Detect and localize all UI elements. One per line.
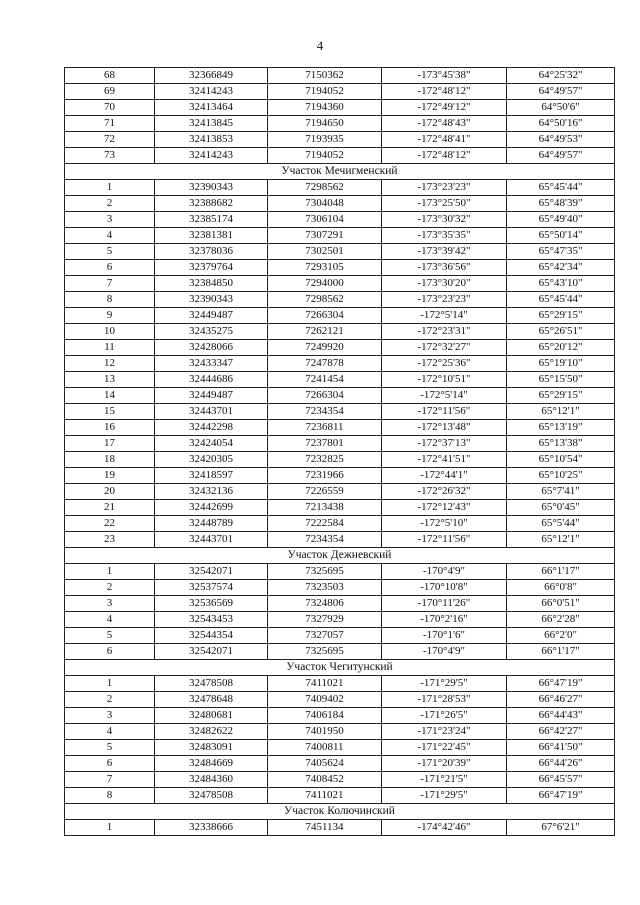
x-coordinate-cell: 32484669 [155,756,268,772]
y-coordinate-cell: 7213438 [268,500,382,516]
y-coordinate-cell: 7405624 [268,756,382,772]
longitude-cell: -173°45'38" [382,68,507,84]
point-number-cell: 70 [65,100,155,116]
x-coordinate-cell: 32384850 [155,276,268,292]
y-coordinate-cell: 7411021 [268,676,382,692]
latitude-cell: 65°12'1" [507,532,615,548]
latitude-cell: 65°20'12" [507,340,615,356]
x-coordinate-cell: 32385174 [155,212,268,228]
point-number-cell: 23 [65,532,155,548]
latitude-cell: 66°44'43" [507,708,615,724]
longitude-cell: -171°26'5" [382,708,507,724]
latitude-cell: 64°25'32" [507,68,615,84]
y-coordinate-cell: 7194052 [268,148,382,164]
longitude-cell: -173°35'35" [382,228,507,244]
longitude-cell: -170°1'6" [382,628,507,644]
longitude-cell: -171°23'24" [382,724,507,740]
point-number-cell: 4 [65,612,155,628]
point-number-cell: 5 [65,628,155,644]
point-number-cell: 8 [65,788,155,804]
table-row [65,692,615,708]
table-row [65,292,615,308]
latitude-cell: 64°49'57" [507,84,615,100]
y-coordinate-cell: 7409402 [268,692,382,708]
table-row [65,756,615,772]
longitude-cell: -172°5'14" [382,308,507,324]
point-number-cell: 15 [65,404,155,420]
y-coordinate-cell: 7237801 [268,436,382,452]
section-title: Участок Дежневский [65,548,615,564]
x-coordinate-cell: 32413853 [155,132,268,148]
table-row [65,724,615,740]
x-coordinate-cell: 32449487 [155,388,268,404]
section-title: Участок Чегитунский [65,660,615,676]
point-number-cell: 8 [65,292,155,308]
point-number-cell: 69 [65,84,155,100]
point-number-cell: 19 [65,468,155,484]
point-number-cell: 6 [65,260,155,276]
longitude-cell: -170°4'9" [382,564,507,580]
y-coordinate-cell: 7266304 [268,388,382,404]
y-coordinate-cell: 7327057 [268,628,382,644]
x-coordinate-cell: 32418597 [155,468,268,484]
point-number-cell: 22 [65,516,155,532]
point-number-cell: 11 [65,340,155,356]
section-title: Участок Мечигменский [65,164,615,180]
table-row [65,404,615,420]
table-row [65,420,615,436]
longitude-cell: -171°21'5" [382,772,507,788]
y-coordinate-cell: 7293105 [268,260,382,276]
latitude-cell: 65°29'15" [507,388,615,404]
latitude-cell: 66°1'17" [507,564,615,580]
longitude-cell: -172°48'12" [382,84,507,100]
longitude-cell: -172°12'43" [382,500,507,516]
x-coordinate-cell: 32537574 [155,580,268,596]
longitude-cell: -172°11'56" [382,532,507,548]
x-coordinate-cell: 32542071 [155,644,268,660]
latitude-cell: 65°15'50" [507,372,615,388]
y-coordinate-cell: 7325695 [268,644,382,660]
x-coordinate-cell: 32442699 [155,500,268,516]
point-number-cell: 18 [65,452,155,468]
latitude-cell: 65°13'19" [507,420,615,436]
latitude-cell: 65°7'41" [507,484,615,500]
latitude-cell: 65°10'25" [507,468,615,484]
point-number-cell: 3 [65,708,155,724]
y-coordinate-cell: 7401950 [268,724,382,740]
point-number-cell: 2 [65,692,155,708]
latitude-cell: 66°45'57" [507,772,615,788]
latitude-cell: 66°2'28" [507,612,615,628]
x-coordinate-cell: 32379764 [155,260,268,276]
longitude-cell: -172°26'32" [382,484,507,500]
longitude-cell: -172°5'14" [382,388,507,404]
section-header-row [65,164,615,180]
longitude-cell: -170°4'9" [382,644,507,660]
latitude-cell: 65°26'51" [507,324,615,340]
y-coordinate-cell: 7298562 [268,180,382,196]
x-coordinate-cell: 32478508 [155,788,268,804]
y-coordinate-cell: 7266304 [268,308,382,324]
y-coordinate-cell: 7234354 [268,532,382,548]
section-header-row [65,548,615,564]
longitude-cell: -172°41'51" [382,452,507,468]
x-coordinate-cell: 32388682 [155,196,268,212]
point-number-cell: 3 [65,212,155,228]
longitude-cell: -173°23'23" [382,180,507,196]
table-row [65,228,615,244]
point-number-cell: 5 [65,244,155,260]
latitude-cell: 66°47'19" [507,676,615,692]
table-row [65,100,615,116]
longitude-cell: -170°10'8" [382,580,507,596]
x-coordinate-cell: 32435275 [155,324,268,340]
latitude-cell: 65°19'10" [507,356,615,372]
longitude-cell: -171°28'53" [382,692,507,708]
table-row [65,260,615,276]
section-header-row [65,660,615,676]
x-coordinate-cell: 32432136 [155,484,268,500]
longitude-cell: -170°2'16" [382,612,507,628]
table-row [65,644,615,660]
point-number-cell: 72 [65,132,155,148]
longitude-cell: -172°5'10" [382,516,507,532]
latitude-cell: 65°48'39" [507,196,615,212]
point-number-cell: 12 [65,356,155,372]
point-number-cell: 71 [65,116,155,132]
latitude-cell: 65°13'38" [507,436,615,452]
point-number-cell: 13 [65,372,155,388]
table-row [65,516,615,532]
table-row [65,820,615,836]
x-coordinate-cell: 32366849 [155,68,268,84]
latitude-cell: 64°49'53" [507,132,615,148]
x-coordinate-cell: 32443701 [155,404,268,420]
longitude-cell: -172°44'1" [382,468,507,484]
longitude-cell: -172°37'13" [382,436,507,452]
point-number-cell: 20 [65,484,155,500]
latitude-cell: 65°12'1" [507,404,615,420]
longitude-cell: -173°36'56" [382,260,507,276]
x-coordinate-cell: 32480681 [155,708,268,724]
x-coordinate-cell: 32536569 [155,596,268,612]
table-row [65,580,615,596]
y-coordinate-cell: 7247878 [268,356,382,372]
x-coordinate-cell: 32443701 [155,532,268,548]
point-number-cell: 2 [65,196,155,212]
y-coordinate-cell: 7408452 [268,772,382,788]
y-coordinate-cell: 7150362 [268,68,382,84]
x-coordinate-cell: 32390343 [155,292,268,308]
point-number-cell: 6 [65,644,155,660]
y-coordinate-cell: 7307291 [268,228,382,244]
x-coordinate-cell: 32413464 [155,100,268,116]
longitude-cell: -170°11'26" [382,596,507,612]
point-number-cell: 4 [65,228,155,244]
longitude-cell: -173°25'50" [382,196,507,212]
x-coordinate-cell: 32478508 [155,676,268,692]
latitude-cell: 66°0'8" [507,580,615,596]
y-coordinate-cell: 7194650 [268,116,382,132]
table-row [65,68,615,84]
longitude-cell: -173°39'42" [382,244,507,260]
table-row [65,532,615,548]
y-coordinate-cell: 7302501 [268,244,382,260]
x-coordinate-cell: 32378036 [155,244,268,260]
x-coordinate-cell: 32484360 [155,772,268,788]
x-coordinate-cell: 32424054 [155,436,268,452]
latitude-cell: 65°45'44" [507,180,615,196]
table-row [65,500,615,516]
latitude-cell: 65°45'44" [507,292,615,308]
table-row [65,116,615,132]
y-coordinate-cell: 7194360 [268,100,382,116]
point-number-cell: 1 [65,564,155,580]
table-row [65,324,615,340]
table-row [65,788,615,804]
latitude-cell: 66°44'26" [507,756,615,772]
y-coordinate-cell: 7241454 [268,372,382,388]
table-row [65,180,615,196]
point-number-cell: 1 [65,180,155,196]
x-coordinate-cell: 32448789 [155,516,268,532]
latitude-cell: 64°50'16" [507,116,615,132]
point-number-cell: 7 [65,276,155,292]
latitude-cell: 65°43'10" [507,276,615,292]
table-row [65,772,615,788]
y-coordinate-cell: 7411021 [268,788,382,804]
table-row [65,628,615,644]
point-number-cell: 4 [65,724,155,740]
latitude-cell: 65°5'44" [507,516,615,532]
point-number-cell: 68 [65,68,155,84]
latitude-cell: 66°42'27" [507,724,615,740]
table-row [65,212,615,228]
x-coordinate-cell: 32413845 [155,116,268,132]
longitude-cell: -172°11'56" [382,404,507,420]
x-coordinate-cell: 32338666 [155,820,268,836]
y-coordinate-cell: 7306104 [268,212,382,228]
longitude-cell: -172°32'27" [382,340,507,356]
table-row [65,676,615,692]
x-coordinate-cell: 32449487 [155,308,268,324]
x-coordinate-cell: 32482622 [155,724,268,740]
y-coordinate-cell: 7406184 [268,708,382,724]
longitude-cell: -172°13'48" [382,420,507,436]
coordinates-table-body [65,68,615,836]
longitude-cell: -172°48'12" [382,148,507,164]
point-number-cell: 6 [65,756,155,772]
longitude-cell: -172°23'31" [382,324,507,340]
point-number-cell: 7 [65,772,155,788]
point-number-cell: 16 [65,420,155,436]
table-row [65,468,615,484]
y-coordinate-cell: 7226559 [268,484,382,500]
table-row [65,340,615,356]
latitude-cell: 66°46'27" [507,692,615,708]
y-coordinate-cell: 7324806 [268,596,382,612]
y-coordinate-cell: 7236811 [268,420,382,436]
table-row [65,356,615,372]
latitude-cell: 66°47'19" [507,788,615,804]
table-row [65,564,615,580]
table-row [65,132,615,148]
latitude-cell: 67°6'21" [507,820,615,836]
table-row [65,196,615,212]
longitude-cell: -171°22'45" [382,740,507,756]
longitude-cell: -171°20'39" [382,756,507,772]
y-coordinate-cell: 7325695 [268,564,382,580]
y-coordinate-cell: 7304048 [268,196,382,212]
latitude-cell: 66°2'0" [507,628,615,644]
y-coordinate-cell: 7194052 [268,84,382,100]
y-coordinate-cell: 7249920 [268,340,382,356]
table-row [65,612,615,628]
point-number-cell: 3 [65,596,155,612]
longitude-cell: -171°29'5" [382,788,507,804]
table-row [65,244,615,260]
longitude-cell: -173°23'23" [382,292,507,308]
latitude-cell: 65°29'15" [507,308,615,324]
x-coordinate-cell: 32420305 [155,452,268,468]
x-coordinate-cell: 32483091 [155,740,268,756]
x-coordinate-cell: 32414243 [155,148,268,164]
y-coordinate-cell: 7323503 [268,580,382,596]
latitude-cell: 66°41'50" [507,740,615,756]
longitude-cell: -171°29'5" [382,676,507,692]
latitude-cell: 65°0'45" [507,500,615,516]
x-coordinate-cell: 32390343 [155,180,268,196]
x-coordinate-cell: 32433347 [155,356,268,372]
section-header-row [65,804,615,820]
longitude-cell: -174°42'46" [382,820,507,836]
y-coordinate-cell: 7298562 [268,292,382,308]
latitude-cell: 66°1'17" [507,644,615,660]
x-coordinate-cell: 32414243 [155,84,268,100]
longitude-cell: -172°25'36" [382,356,507,372]
longitude-cell: -172°49'12" [382,100,507,116]
coordinates-table [64,67,615,836]
table-row [65,740,615,756]
point-number-cell: 14 [65,388,155,404]
point-number-cell: 73 [65,148,155,164]
point-number-cell: 9 [65,308,155,324]
table-row [65,388,615,404]
table-row [65,596,615,612]
table-row [65,276,615,292]
latitude-cell: 64°49'57" [507,148,615,164]
y-coordinate-cell: 7193935 [268,132,382,148]
y-coordinate-cell: 7222584 [268,516,382,532]
point-number-cell: 21 [65,500,155,516]
latitude-cell: 65°50'14" [507,228,615,244]
longitude-cell: -172°48'41" [382,132,507,148]
point-number-cell: 17 [65,436,155,452]
longitude-cell: -173°30'32" [382,212,507,228]
section-title: Участок Колючинский [65,804,615,820]
table-row [65,372,615,388]
y-coordinate-cell: 7327929 [268,612,382,628]
y-coordinate-cell: 7231966 [268,468,382,484]
table-row [65,308,615,324]
latitude-cell: 65°49'40" [507,212,615,228]
x-coordinate-cell: 32544354 [155,628,268,644]
x-coordinate-cell: 32542071 [155,564,268,580]
latitude-cell: 66°0'51" [507,596,615,612]
y-coordinate-cell: 7262121 [268,324,382,340]
table-row [65,708,615,724]
x-coordinate-cell: 32442298 [155,420,268,436]
point-number-cell: 1 [65,676,155,692]
latitude-cell: 65°42'34" [507,260,615,276]
y-coordinate-cell: 7234354 [268,404,382,420]
table-row [65,484,615,500]
table-row [65,84,615,100]
latitude-cell: 65°47'35" [507,244,615,260]
page-number: 4 [316,38,324,53]
x-coordinate-cell: 32478648 [155,692,268,708]
x-coordinate-cell: 32381381 [155,228,268,244]
point-number-cell: 5 [65,740,155,756]
latitude-cell: 64°50'6" [507,100,615,116]
longitude-cell: -173°30'20" [382,276,507,292]
table-row [65,436,615,452]
y-coordinate-cell: 7294000 [268,276,382,292]
latitude-cell: 65°10'54" [507,452,615,468]
x-coordinate-cell: 32428066 [155,340,268,356]
longitude-cell: -172°48'43" [382,116,507,132]
y-coordinate-cell: 7232825 [268,452,382,468]
longitude-cell: -172°10'51" [382,372,507,388]
point-number-cell: 10 [65,324,155,340]
x-coordinate-cell: 32444686 [155,372,268,388]
y-coordinate-cell: 7451134 [268,820,382,836]
x-coordinate-cell: 32543453 [155,612,268,628]
y-coordinate-cell: 7400811 [268,740,382,756]
point-number-cell: 1 [65,820,155,836]
point-number-cell: 2 [65,580,155,596]
table-row [65,148,615,164]
table-row [65,452,615,468]
